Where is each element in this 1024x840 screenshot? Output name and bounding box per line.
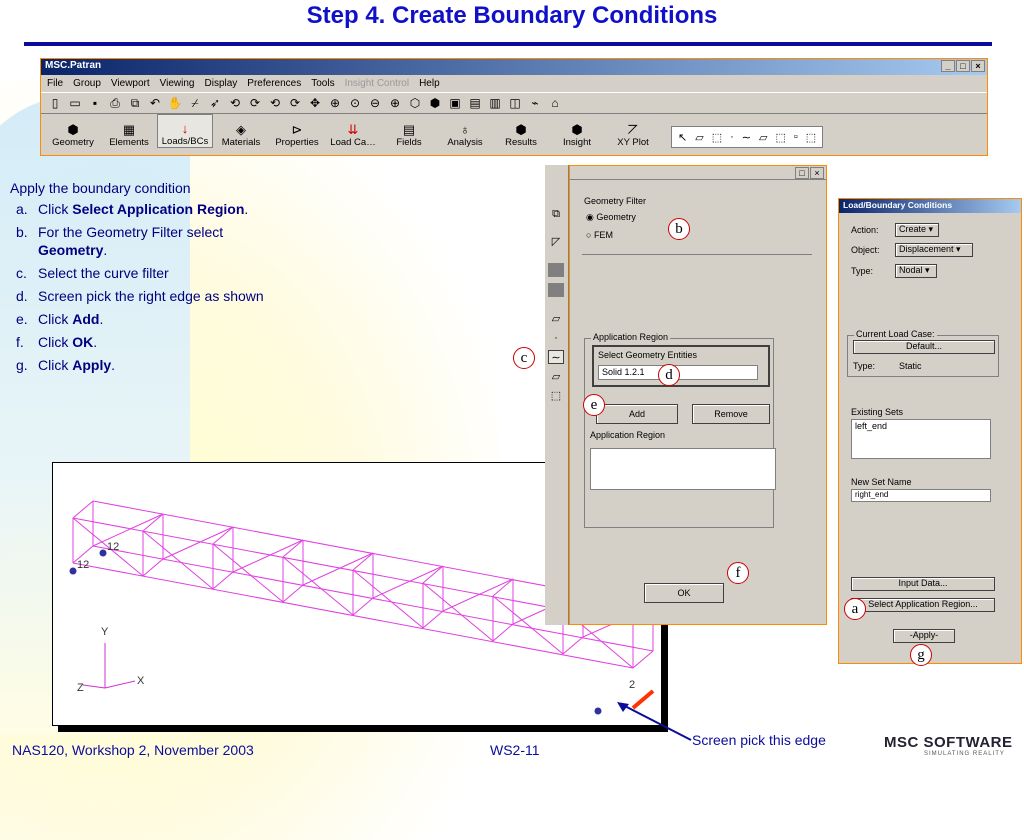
volume-filter-icon[interactable]: ⬚ xyxy=(805,131,817,144)
footer-left: NAS120, Workshop 2, November 2003 xyxy=(12,742,254,758)
rotate-x-icon[interactable]: ⟲ xyxy=(229,96,241,110)
node-label: 12 xyxy=(107,541,120,553)
geometry-icon: ⬢ xyxy=(67,122,79,137)
node-label: 2 xyxy=(629,679,636,691)
view-side-icon[interactable]: ▥ xyxy=(489,96,501,110)
materials-icon: ◈ xyxy=(236,122,246,137)
input-data-button[interactable]: Input Data... xyxy=(851,577,995,591)
print-icon[interactable]: ⎙ xyxy=(110,95,120,110)
close-button[interactable]: × xyxy=(810,167,824,179)
screen-pick-label: Screen pick this edge xyxy=(692,732,826,748)
maximize-button[interactable]: □ xyxy=(956,60,970,72)
fit-icon[interactable]: ⊙ xyxy=(349,96,361,110)
form-top-bar xyxy=(570,166,826,180)
app-materials[interactable]: ◈ Materials xyxy=(221,122,261,148)
face-filter-icon[interactable]: ▱ xyxy=(695,131,704,144)
app-analysis[interactable]: ♁ Analysis xyxy=(447,122,483,148)
node-filter-icon[interactable]: ▫ xyxy=(793,131,798,143)
ok-button[interactable]: OK xyxy=(644,583,724,603)
solid-filter-icon[interactable]: ⬚ xyxy=(550,390,562,402)
loads-bcs-icon: ↓ xyxy=(181,121,189,136)
hand-icon[interactable]: ✋ xyxy=(167,96,183,110)
instruction-step: a. Click Select Application Region. xyxy=(16,201,249,217)
callout-a: a xyxy=(844,598,866,620)
menu-tools[interactable]: Tools xyxy=(311,78,335,89)
polygon-icon[interactable]: ◸ xyxy=(551,236,561,248)
callout-f: f xyxy=(727,562,749,584)
menu-insight-control: Insight Control xyxy=(344,78,410,89)
application-switch-bar xyxy=(41,114,987,150)
geometry-filter-label: Geometry Filter xyxy=(584,196,647,206)
pick-filter-toolbar xyxy=(671,126,823,148)
menu-viewing[interactable]: Viewing xyxy=(159,78,195,89)
current-load-case-group: Current Load Case: xyxy=(847,335,999,377)
home-icon[interactable]: ⌂ xyxy=(551,96,559,110)
curve-filter-icon[interactable]: ∼ xyxy=(548,350,564,364)
maximize-button[interactable]: □ xyxy=(795,167,809,179)
zoom-in-icon[interactable]: ⊕ xyxy=(389,96,401,110)
app-properties[interactable]: ⊳ Properties xyxy=(275,122,319,148)
open-icon[interactable]: ▭ xyxy=(69,96,81,110)
existing-sets-list[interactable] xyxy=(851,419,991,459)
undo-icon[interactable]: ↶ xyxy=(149,96,161,110)
analysis-icon: ♁ xyxy=(460,122,470,137)
save-icon[interactable]: ▪ xyxy=(92,96,98,110)
action-dropdown[interactable]: Create ▾ xyxy=(895,223,939,237)
type-dropdown[interactable]: Nodal ▾ xyxy=(895,264,937,278)
center-icon[interactable]: ⊕ xyxy=(329,96,341,110)
select-entities-label: Select Geometry Entities xyxy=(598,350,698,360)
instructions xyxy=(10,180,270,379)
remove-button[interactable]: Remove xyxy=(692,404,770,424)
select-menu-strip xyxy=(545,165,569,625)
instruction-step: e. Click Add. xyxy=(16,311,104,327)
properties-icon: ⊳ xyxy=(291,122,303,137)
app-xy-plot[interactable]: ⦢ XY Plot xyxy=(617,122,649,148)
instruction-step: c. Select the curve filter xyxy=(16,265,169,281)
instruction-step: f. Click OK. xyxy=(16,334,98,350)
add-button[interactable]: Add xyxy=(596,404,678,424)
app-loads-bcs[interactable]: ↓ Loads/BCs xyxy=(157,114,213,148)
callout-c: c xyxy=(513,347,535,369)
shade-block-icon xyxy=(548,263,564,277)
title-divider xyxy=(24,42,992,46)
patran-titlebar xyxy=(41,59,987,75)
new-set-name-label: New Set Name xyxy=(851,477,912,487)
app-load-cases[interactable]: ⇊ Load Ca… xyxy=(330,122,376,148)
footer-page: WS2-11 xyxy=(490,742,540,758)
lbc-titlebar: Load/Boundary Conditions xyxy=(839,199,1021,213)
instruction-steps xyxy=(16,200,270,374)
main-toolbar xyxy=(41,92,987,114)
surface-filter-icon[interactable]: ▱ xyxy=(551,313,561,325)
callout-d: d xyxy=(658,364,680,386)
application-region-list-label: Application Region xyxy=(590,430,666,440)
results-icon: ⬢ xyxy=(515,122,527,137)
menu-viewport[interactable]: Viewport xyxy=(110,78,150,89)
app-results[interactable]: ⬢ Results xyxy=(505,122,537,148)
label-icon[interactable]: ⌁ xyxy=(531,96,539,110)
app-geometry[interactable]: ⬢ Geometry xyxy=(52,122,94,148)
elements-icon: ▦ xyxy=(122,122,136,137)
existing-sets-label: Existing Sets xyxy=(851,407,904,417)
lc-type-label: Type: xyxy=(853,361,876,371)
view-top-icon[interactable]: ▤ xyxy=(469,96,481,110)
group-icon[interactable]: ⧉ xyxy=(552,208,560,220)
instruction-step: b. For the Geometry Filter select Geometry. xyxy=(16,224,224,258)
shaded-icon[interactable]: ⬢ xyxy=(429,96,441,110)
divider xyxy=(582,254,812,255)
xy-plot-icon: ⦢ xyxy=(628,122,638,137)
load-cases-icon: ⇊ xyxy=(347,122,359,137)
pan-icon[interactable]: ✥ xyxy=(309,96,321,110)
copy-icon[interactable]: ⧉ xyxy=(130,95,140,110)
menu-preferences[interactable]: Preferences xyxy=(247,78,302,89)
radio-geometry[interactable]: ◉ Geometry xyxy=(586,212,636,222)
instruction-step: d. Screen pick the right edge as shown xyxy=(16,288,264,304)
rotate-y-icon[interactable]: ⟳ xyxy=(249,96,261,110)
shade-block-icon xyxy=(548,283,564,297)
rotate-z-icon[interactable]: ⟲ xyxy=(269,96,281,110)
select-arrow-icon[interactable]: ↖ xyxy=(678,131,688,144)
wireframe-icon[interactable]: ⬡ xyxy=(409,96,421,110)
solid-filter-icon[interactable]: ⬚ xyxy=(711,131,723,144)
view-iso-icon[interactable]: ◫ xyxy=(509,96,521,110)
axis-x-label: X xyxy=(137,675,145,687)
instructions-heading: Apply the boundary condition xyxy=(10,180,191,196)
menu-display[interactable]: Display xyxy=(204,78,238,89)
new-set-name-input[interactable]: right_end xyxy=(851,489,991,502)
msc-logo: MSC SOFTWARE SIMULATING REALITY xyxy=(884,734,1013,757)
point-filter-icon[interactable]: · xyxy=(554,332,558,344)
view-front-icon[interactable]: ▣ xyxy=(449,96,461,110)
callout-b: b xyxy=(668,218,690,240)
menu-group[interactable]: Group xyxy=(73,78,101,89)
new-icon[interactable]: ▯ xyxy=(51,96,59,110)
lc-type-value: Static xyxy=(899,361,922,371)
close-button[interactable]: × xyxy=(971,60,985,72)
minimize-button[interactable]: _ xyxy=(941,60,955,72)
app-insight[interactable]: ⬢ Insight xyxy=(563,122,591,148)
zoom-out-icon[interactable]: ⊖ xyxy=(369,96,381,110)
load-bc-panel xyxy=(838,198,1022,664)
surface-filter-icon[interactable]: ▱ xyxy=(758,131,768,144)
pointer-icon[interactable]: ➶ xyxy=(209,96,221,110)
default-load-case-button[interactable]: Default... xyxy=(853,340,995,354)
menubar xyxy=(41,75,987,92)
callout-e: e xyxy=(583,394,605,416)
node-label: 12 xyxy=(77,559,90,571)
fields-icon: ▤ xyxy=(402,122,416,137)
cube-filter-icon[interactable]: ⬚ xyxy=(775,131,786,144)
callout-g: g xyxy=(910,644,932,666)
axis-z-label: Z xyxy=(77,682,84,694)
app-fields[interactable]: ▤ Fields xyxy=(396,122,422,148)
application-region-list[interactable] xyxy=(590,448,776,490)
application-region-group: Application Region xyxy=(584,338,774,528)
rotate-free-icon[interactable]: ⟳ xyxy=(289,96,301,110)
object-dropdown[interactable]: Displacement ▾ xyxy=(895,243,973,257)
instruction-step: g. Click Apply. xyxy=(16,357,116,373)
menu-help[interactable]: Help xyxy=(419,78,440,89)
app-elements[interactable]: ▦ Elements xyxy=(109,122,149,148)
point-filter-icon[interactable]: · xyxy=(730,131,734,143)
action-label: Action: xyxy=(851,225,879,235)
select-region-form xyxy=(569,165,827,625)
insight-icon: ⬢ xyxy=(571,122,583,137)
pointer-arrow xyxy=(615,700,695,744)
slide-title: Step 4. Create Boundary Conditions xyxy=(306,2,718,29)
face-filter-icon[interactable]: ▱ xyxy=(551,371,561,383)
object-label: Object: xyxy=(851,245,880,255)
select-application-region-button[interactable]: Select Application Region... xyxy=(851,598,995,612)
type-label: Type: xyxy=(851,266,874,276)
broom-icon[interactable]: ⌿ xyxy=(191,95,199,110)
patran-main-window xyxy=(40,58,988,156)
window-title: MSC.Patran xyxy=(45,60,102,71)
apply-button[interactable]: -Apply- xyxy=(893,629,955,643)
curve-filter-icon[interactable]: ∼ xyxy=(741,131,751,144)
axis-y-label: Y xyxy=(101,626,109,638)
radio-fem[interactable]: ○ FEM xyxy=(586,230,613,240)
list-item[interactable]: left_end xyxy=(855,421,888,431)
menu-file[interactable]: File xyxy=(47,78,64,89)
select-entities-input[interactable]: Solid 1.2.1 xyxy=(598,365,758,380)
